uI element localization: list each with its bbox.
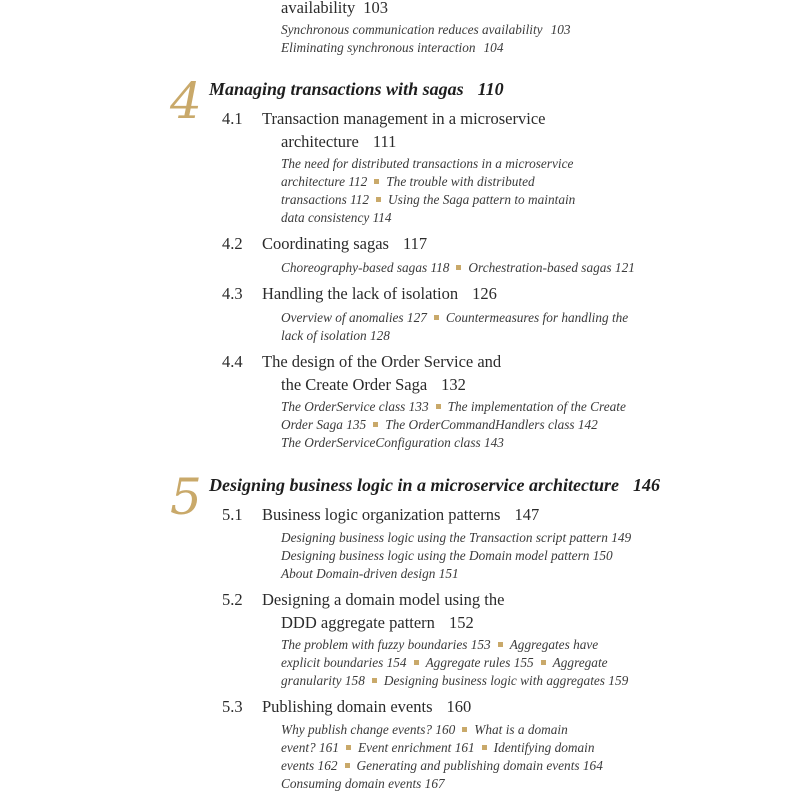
toc-section-title-continued: availability 103 (281, 0, 388, 17)
section-title[interactable]: The design of the Order Service and (262, 352, 502, 371)
toc-subsection-line: Overview of anomalies 127 Countermeasures for handling the (281, 310, 629, 325)
toc-subsection-line: Eliminating synchronous interaction 104 (281, 40, 504, 55)
toc-subsection-line: Synchronous communication reduces availability 103 (281, 22, 571, 37)
separator-square-icon (434, 315, 439, 320)
separator-square-icon (541, 660, 546, 665)
section-title[interactable]: Transaction management in a microservice (262, 109, 546, 128)
toc-subsection-line: Choreography-based sagas 118 Orchestration-based sagas 121 (281, 260, 635, 275)
toc-subsection-line: Designing business logic using the Transaction script pattern 149 (281, 530, 632, 545)
section-title[interactable]: DDD aggregate pattern 152 (281, 613, 474, 632)
chapter-title[interactable]: Designing business logic in a microservice architecture 146 (209, 475, 661, 495)
toc-subsection-line: Why publish change events? 160 What is a domain (281, 722, 568, 737)
toc-subsection-line: Designing business logic using the Domain model pattern 150 (281, 548, 613, 563)
separator-square-icon (372, 678, 377, 683)
chapter-number: 4 (170, 72, 202, 130)
section-number: 5.1 (222, 505, 243, 524)
separator-square-icon (373, 422, 378, 427)
toc-subsection-line: events 162 Generating and publishing domain events 164 (281, 758, 603, 773)
section-title[interactable]: Coordinating sagas 117 (262, 234, 428, 253)
separator-square-icon (414, 660, 419, 665)
toc-subsection-line: granularity 158 Designing business logic with aggregates 159 (281, 673, 629, 688)
toc-subsection-line: transactions 112 Using the Saga pattern to maintain (281, 192, 576, 207)
separator-square-icon (436, 404, 441, 409)
separator-square-icon (374, 179, 379, 184)
chapter-number: 5 (170, 468, 202, 526)
toc-subsection-line: Consuming domain events 167 (281, 776, 445, 791)
toc-subsection-line: event? 161 Event enrichment 161 Identifying domain (281, 740, 595, 755)
section-number: 5.3 (222, 697, 243, 716)
toc-subsection-line: The need for distributed transactions in a microservice (281, 156, 574, 171)
section-title[interactable]: Business logic organization patterns 147 (262, 505, 540, 524)
toc-subsection-line: The problem with fuzzy boundaries 153 Aggregates have (281, 637, 599, 652)
toc-subsection-line: The OrderServiceConfiguration class 143 (281, 435, 504, 450)
chapter-title[interactable]: Managing transactions with sagas 110 (209, 79, 504, 99)
toc-subsection-line: About Domain-driven design 151 (281, 566, 459, 581)
separator-square-icon (482, 745, 487, 750)
section-number: 4.3 (222, 284, 243, 303)
separator-square-icon (498, 642, 503, 647)
toc-subsection-line: The OrderService class 133 The implementation of the Create (281, 399, 626, 414)
section-number: 4.2 (222, 234, 243, 253)
separator-square-icon (346, 745, 351, 750)
toc-subsection-line: data consistency 114 (281, 210, 392, 225)
section-title[interactable]: the Create Order Saga 132 (281, 375, 466, 394)
toc-subsection-line: explicit boundaries 154 Aggregate rules 155 Aggregate (281, 655, 608, 670)
toc-subsection-line: Order Saga 135 The OrderCommandHandlers class 142 (281, 417, 598, 432)
section-number: 5.2 (222, 590, 243, 609)
section-number: 4.1 (222, 109, 243, 128)
section-title[interactable]: Designing a domain model using the (262, 590, 505, 609)
separator-square-icon (345, 763, 350, 768)
section-title[interactable]: Handling the lack of isolation 126 (262, 284, 497, 303)
section-title[interactable]: architecture 111 (281, 132, 397, 151)
section-number: 4.4 (222, 352, 243, 371)
separator-square-icon (376, 197, 381, 202)
section-title[interactable]: Publishing domain events 160 (262, 697, 472, 716)
toc-subsection-line: architecture 112 The trouble with distributed (281, 174, 535, 189)
separator-square-icon (456, 265, 461, 270)
separator-square-icon (462, 727, 467, 732)
toc-subsection-line: lack of isolation 128 (281, 328, 390, 343)
